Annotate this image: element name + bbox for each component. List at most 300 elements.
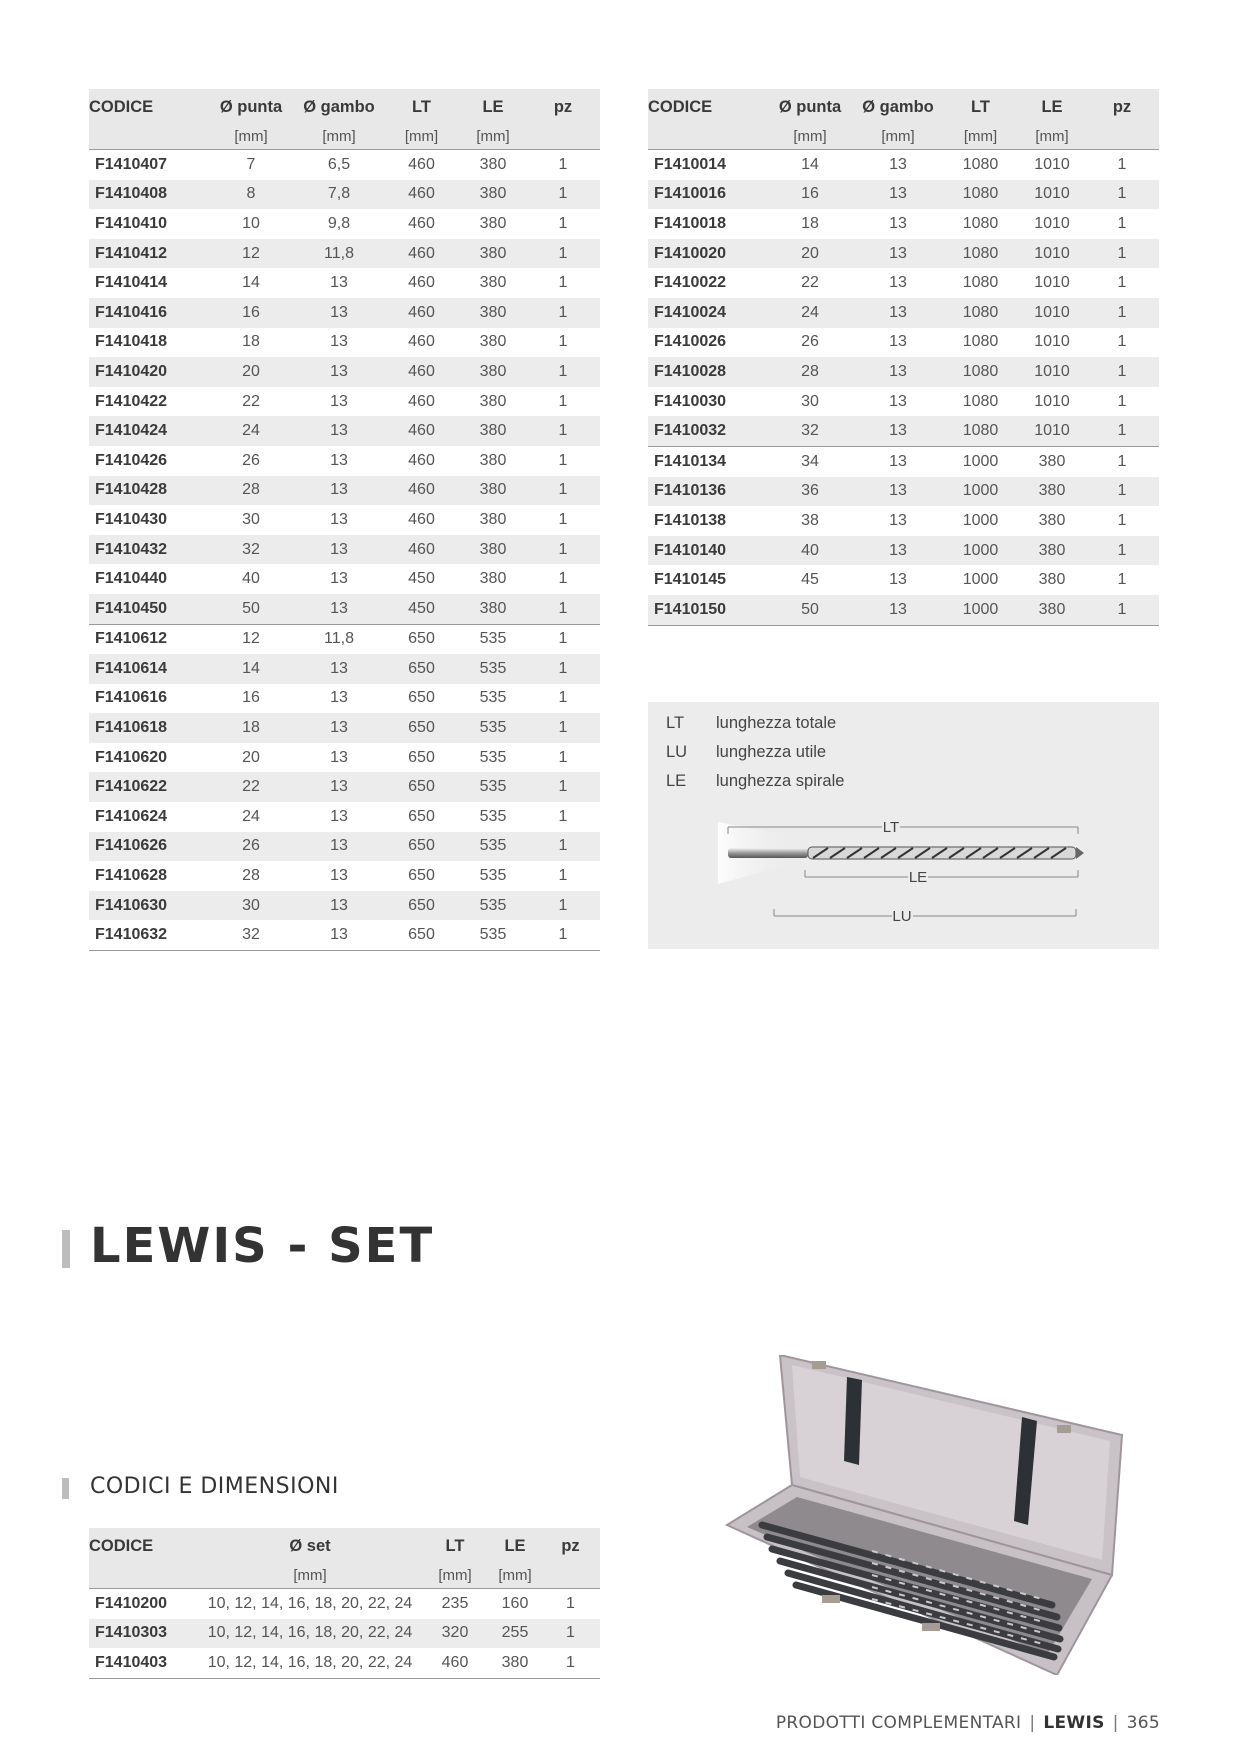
table-cell: 22 [766, 268, 854, 298]
table-row [89, 505, 600, 535]
section-subtitle: CODICI E DIMENSIONI [90, 1474, 339, 1499]
drill-tip [1076, 847, 1084, 859]
product-code: F1410410 [89, 209, 207, 239]
table-cell: 1 [526, 624, 600, 654]
table-cell: 12 [207, 239, 295, 269]
col-unit: [mm] [489, 1564, 541, 1589]
table-cell: 650 [383, 802, 460, 832]
product-code: F1410408 [89, 180, 207, 210]
table-cell: 460 [383, 535, 460, 565]
table-cell: 535 [460, 624, 526, 654]
product-code: F1410138 [648, 506, 766, 536]
table-cell: 24 [207, 416, 295, 446]
table-cell: 13 [295, 268, 383, 298]
table-cell: 13 [295, 920, 383, 950]
table-cell: 16 [207, 298, 295, 328]
table-cell: 1010 [1019, 209, 1085, 239]
table-row [89, 1589, 600, 1619]
page-title: LEWIS - SET [90, 1218, 435, 1274]
table-row [89, 654, 600, 684]
table-cell: 1 [526, 684, 600, 714]
table-cell: 535 [460, 743, 526, 773]
table-row [89, 713, 600, 743]
drill-shank [728, 848, 808, 858]
table-cell: 1 [526, 239, 600, 269]
table-cell: 1 [526, 209, 600, 239]
table-cell: 13 [295, 328, 383, 358]
table-cell: 11,8 [295, 624, 383, 654]
table-row [648, 536, 1159, 566]
table-cell: 1 [541, 1619, 600, 1649]
table-cell: 13 [295, 832, 383, 862]
case-hinge [812, 1361, 826, 1369]
table-cell: 460 [383, 328, 460, 358]
table-cell: 650 [383, 654, 460, 684]
table-row [89, 387, 600, 417]
table-cell: 1010 [1019, 387, 1085, 417]
table-cell: 380 [460, 268, 526, 298]
case-strap [844, 1377, 862, 1465]
table-row [648, 357, 1159, 387]
col-unit: [mm] [942, 125, 1019, 150]
table-cell: 6,5 [295, 150, 383, 180]
set-table [89, 1528, 600, 1679]
table-cell: 8 [207, 180, 295, 210]
table-cell: 13 [295, 891, 383, 921]
table-cell: 1 [1085, 150, 1159, 180]
col-header-gambo: Ø gambo [854, 89, 942, 125]
table-cell: 1 [526, 476, 600, 506]
case-hinge [1057, 1425, 1071, 1433]
table-cell: 1080 [942, 357, 1019, 387]
col-unit: [mm] [199, 1564, 421, 1589]
table-cell: 13 [854, 536, 942, 566]
product-code: F1410616 [89, 684, 207, 714]
table-cell: 36 [766, 477, 854, 507]
product-code: F1410150 [648, 595, 766, 625]
table-cell: 1 [526, 861, 600, 891]
table-cell: 535 [460, 891, 526, 921]
table-cell: 235 [421, 1589, 489, 1619]
table-cell: 1 [1085, 506, 1159, 536]
product-code: F1410418 [89, 328, 207, 358]
table-row [89, 564, 600, 594]
table-cell: 28 [207, 476, 295, 506]
table-cell: 1 [1085, 180, 1159, 210]
table-cell: 460 [383, 446, 460, 476]
table-row [89, 920, 600, 950]
product-code: F1410450 [89, 594, 207, 624]
table-cell: 1 [526, 446, 600, 476]
legend-item-lt: LT lunghezza totale [666, 714, 837, 732]
product-code: F1410030 [648, 387, 766, 417]
table-row [89, 357, 600, 387]
table-cell: 255 [489, 1619, 541, 1649]
table-cell: 380 [1019, 446, 1085, 476]
case-latch [922, 1623, 940, 1631]
table-cell: 12 [207, 624, 295, 654]
product-code: F1410424 [89, 416, 207, 446]
table-cell: 460 [383, 387, 460, 417]
legend-box [648, 702, 1159, 949]
table-row [89, 239, 600, 269]
table-cell: 13 [295, 594, 383, 624]
table-cell: 1 [526, 535, 600, 565]
table-cell: 535 [460, 772, 526, 802]
legend-item-lu: LU lunghezza utile [666, 743, 827, 761]
col-header-codice: CODICE [648, 89, 766, 125]
table-cell: 14 [207, 654, 295, 684]
table-cell: 1 [526, 832, 600, 862]
col-unit: [mm] [766, 125, 854, 150]
product-code: F1410614 [89, 654, 207, 684]
table-cell: 1 [541, 1648, 600, 1678]
product-code: F1410414 [89, 268, 207, 298]
col-header-lt: LT [383, 89, 460, 125]
table-cell: 16 [207, 684, 295, 714]
table-cell: 460 [383, 298, 460, 328]
table-cell: 40 [207, 564, 295, 594]
table-cell: 13 [295, 564, 383, 594]
title-accent-bar [62, 1230, 70, 1268]
col-unit [89, 1564, 199, 1589]
table-cell: 7,8 [295, 180, 383, 210]
table-cell: 1 [1085, 536, 1159, 566]
table-cell: 1 [526, 743, 600, 773]
table-cell: 650 [383, 624, 460, 654]
table-cell: 32 [766, 416, 854, 446]
col-header-set: Ø set [199, 1528, 421, 1564]
table-row [648, 416, 1159, 446]
table-cell: 34 [766, 446, 854, 476]
footer-brand: LEWIS [1043, 1713, 1105, 1733]
dim-label-lu: LU [892, 908, 912, 925]
table-cell: 13 [295, 684, 383, 714]
table-cell: 380 [460, 209, 526, 239]
table-row [648, 387, 1159, 417]
table-cell: 1 [526, 298, 600, 328]
table-cell: 24 [766, 298, 854, 328]
product-code: F1410303 [89, 1619, 199, 1649]
product-code: F1410618 [89, 713, 207, 743]
table-cell: 380 [460, 505, 526, 535]
table-cell: 1010 [1019, 298, 1085, 328]
col-unit [526, 125, 600, 150]
table-cell: 535 [460, 920, 526, 950]
product-code: F1410420 [89, 357, 207, 387]
table-cell: 30 [766, 387, 854, 417]
product-code: F1410028 [648, 357, 766, 387]
table-cell: 460 [383, 239, 460, 269]
product-code: F1410032 [648, 416, 766, 446]
table-cell: 20 [207, 357, 295, 387]
table-cell: 380 [460, 446, 526, 476]
table-cell: 13 [854, 209, 942, 239]
table-cell: 20 [207, 743, 295, 773]
table-cell: 380 [460, 416, 526, 446]
table-row [648, 239, 1159, 269]
table-cell: 1010 [1019, 328, 1085, 358]
product-code: F1410620 [89, 743, 207, 773]
product-code: F1410422 [89, 387, 207, 417]
table-cell: 1080 [942, 298, 1019, 328]
table-cell: 32 [207, 535, 295, 565]
dim-label-le: LE [908, 869, 928, 886]
table-row [89, 476, 600, 506]
table-cell: 13 [295, 505, 383, 535]
table-cell: 13 [295, 861, 383, 891]
table-cell: 380 [460, 476, 526, 506]
dim-label-lt: LT [882, 819, 900, 836]
product-code: F1410026 [648, 328, 766, 358]
table-cell: 20 [766, 239, 854, 269]
table-cell: 13 [295, 298, 383, 328]
table-cell: 10 [207, 209, 295, 239]
table-row [648, 268, 1159, 298]
table-cell: 650 [383, 832, 460, 862]
table-cell: 380 [460, 564, 526, 594]
table-cell: 535 [460, 713, 526, 743]
table-cell: 535 [460, 802, 526, 832]
col-unit: [mm] [207, 125, 295, 150]
table-cell: 1000 [942, 565, 1019, 595]
table-cell: 1080 [942, 387, 1019, 417]
table-row [648, 595, 1159, 625]
table-cell: 320 [421, 1619, 489, 1649]
table-cell: 1 [1085, 416, 1159, 446]
table-cell: 13 [295, 772, 383, 802]
col-unit: [mm] [1019, 125, 1085, 150]
table-cell: 1080 [942, 239, 1019, 269]
table-cell: 1 [526, 802, 600, 832]
product-code: F1410428 [89, 476, 207, 506]
table-cell: 1000 [942, 506, 1019, 536]
table-cell: 1 [526, 564, 600, 594]
table-cell: 1 [526, 772, 600, 802]
table-cell: 14 [766, 150, 854, 180]
table-cell: 26 [207, 832, 295, 862]
table-cell: 1000 [942, 446, 1019, 476]
page-footer: PRODOTTI COMPLEMENTARI | LEWIS | 365 [775, 1713, 1160, 1733]
table-cell: 460 [421, 1648, 489, 1678]
table-cell: 50 [207, 594, 295, 624]
product-code: F1410024 [648, 298, 766, 328]
table-cell: 1010 [1019, 357, 1085, 387]
product-code: F1410016 [648, 180, 766, 210]
table-cell: 16 [766, 180, 854, 210]
table-row [89, 209, 600, 239]
table-cell: 13 [854, 239, 942, 269]
table-cell: 650 [383, 920, 460, 950]
col-header-pz: pz [1085, 89, 1159, 125]
table-cell: 650 [383, 743, 460, 773]
table-cell: 26 [207, 446, 295, 476]
table-cell: 380 [489, 1648, 541, 1678]
table-cell: 380 [1019, 565, 1085, 595]
table-cell: 28 [207, 861, 295, 891]
table-cell: 13 [295, 535, 383, 565]
table-cell: 380 [1019, 506, 1085, 536]
col-unit: [mm] [460, 125, 526, 150]
product-code: F1410624 [89, 802, 207, 832]
table-row [648, 298, 1159, 328]
table-cell: 13 [295, 446, 383, 476]
table-cell: 1 [526, 505, 600, 535]
table-cell: 40 [766, 536, 854, 566]
col-unit: [mm] [421, 1564, 489, 1589]
table-cell: 380 [460, 594, 526, 624]
table-cell: 13 [295, 654, 383, 684]
col-header-le: LE [1019, 89, 1085, 125]
table-cell: 13 [854, 150, 942, 180]
table-row [89, 298, 600, 328]
table-cell: 13 [854, 595, 942, 625]
table-cell: 1 [526, 654, 600, 684]
product-code: F1410430 [89, 505, 207, 535]
table-cell: 1 [526, 594, 600, 624]
table-row [89, 772, 600, 802]
product-code: F1410403 [89, 1648, 199, 1678]
table-cell: 535 [460, 861, 526, 891]
table-cell: 24 [207, 802, 295, 832]
table-cell: 1010 [1019, 416, 1085, 446]
table-cell: 1 [526, 268, 600, 298]
table-row [89, 832, 600, 862]
table-cell: 30 [207, 505, 295, 535]
table-cell: 13 [854, 565, 942, 595]
table-cell: 28 [766, 357, 854, 387]
product-code: F1410416 [89, 298, 207, 328]
table-row [89, 891, 600, 921]
product-code: F1410145 [648, 565, 766, 595]
col-unit [1085, 125, 1159, 150]
table-cell: 13 [854, 268, 942, 298]
table-cell: 1 [1085, 477, 1159, 507]
table-cell: 18 [766, 209, 854, 239]
table-cell: 13 [295, 357, 383, 387]
table-cell: 13 [854, 180, 942, 210]
table-cell: 13 [854, 446, 942, 476]
table-cell: 14 [207, 268, 295, 298]
col-header-lt: LT [942, 89, 1019, 125]
table-cell: 45 [766, 565, 854, 595]
table-row [89, 268, 600, 298]
table-cell: 1010 [1019, 180, 1085, 210]
product-code: F1410412 [89, 239, 207, 269]
table-row [89, 743, 600, 773]
col-unit: [mm] [854, 125, 942, 150]
table-cell: 1 [526, 713, 600, 743]
case-latch [822, 1595, 840, 1603]
table-cell: 1 [526, 891, 600, 921]
product-code: F1410136 [648, 477, 766, 507]
table-cell: 11,8 [295, 239, 383, 269]
table-cell: 450 [383, 594, 460, 624]
product-code: F1410628 [89, 861, 207, 891]
table-cell: 13 [295, 387, 383, 417]
product-code: F1410622 [89, 772, 207, 802]
table-cell: 1000 [942, 595, 1019, 625]
col-header-gambo: Ø gambo [295, 89, 383, 125]
table-cell: 1080 [942, 328, 1019, 358]
table-cell: 460 [383, 180, 460, 210]
table-cell: 1 [1085, 565, 1159, 595]
table-cell: 30 [207, 891, 295, 921]
table-cell: 1 [526, 180, 600, 210]
product-code: F1410018 [648, 209, 766, 239]
table-cell: 1010 [1019, 268, 1085, 298]
table-row [89, 1648, 600, 1678]
table-cell: 1 [1085, 328, 1159, 358]
table-cell: 13 [295, 416, 383, 446]
table-cell: 380 [460, 357, 526, 387]
table-row [648, 150, 1159, 180]
table-cell: 1010 [1019, 150, 1085, 180]
table-cell: 13 [295, 743, 383, 773]
col-header-codice: CODICE [89, 1528, 199, 1564]
table-cell: 1010 [1019, 239, 1085, 269]
table-cell: 22 [207, 772, 295, 802]
product-code: F1410022 [648, 268, 766, 298]
table-cell: 32 [207, 920, 295, 950]
table-cell: 380 [460, 239, 526, 269]
table-row [89, 802, 600, 832]
table-cell: 535 [460, 654, 526, 684]
table-cell: 1 [526, 357, 600, 387]
col-header-le: LE [489, 1528, 541, 1564]
table-cell: 9,8 [295, 209, 383, 239]
table-cell: 535 [460, 684, 526, 714]
col-unit: [mm] [295, 125, 383, 150]
table-cell: 650 [383, 861, 460, 891]
page-number: 365 [1126, 1713, 1160, 1733]
table-row [89, 684, 600, 714]
col-header-pz: pz [541, 1528, 600, 1564]
table-cell: 535 [460, 832, 526, 862]
table-cell: 380 [1019, 595, 1085, 625]
col-header-punta: Ø punta [207, 89, 295, 125]
table-cell: 380 [460, 328, 526, 358]
product-code: F1410200 [89, 1589, 199, 1619]
table-cell: 1 [526, 416, 600, 446]
product-case-image [722, 1355, 1132, 1675]
product-code: F1410440 [89, 564, 207, 594]
table-cell: 1 [1085, 357, 1159, 387]
product-code: F1410134 [648, 446, 766, 476]
col-unit [541, 1564, 600, 1589]
table-cell: 13 [854, 477, 942, 507]
table-cell: 650 [383, 713, 460, 743]
footer-category: PRODOTTI COMPLEMENTARI [775, 1713, 1022, 1733]
table-cell: 650 [383, 684, 460, 714]
col-unit [648, 125, 766, 150]
table-row [89, 446, 600, 476]
table-cell: 1080 [942, 150, 1019, 180]
product-code: F1410432 [89, 535, 207, 565]
table-row [648, 180, 1159, 210]
table-cell: 1000 [942, 536, 1019, 566]
table-cell: 7 [207, 150, 295, 180]
table-cell: 18 [207, 713, 295, 743]
table-cell: 10, 12, 14, 16, 18, 20, 22, 24 [199, 1619, 421, 1649]
table-cell: 13 [854, 298, 942, 328]
table-cell: 38 [766, 506, 854, 536]
table-cell: 1 [1085, 209, 1159, 239]
table-cell: 380 [460, 298, 526, 328]
product-code: F1410020 [648, 239, 766, 269]
table-cell: 13 [854, 416, 942, 446]
col-header-le: LE [460, 89, 526, 125]
